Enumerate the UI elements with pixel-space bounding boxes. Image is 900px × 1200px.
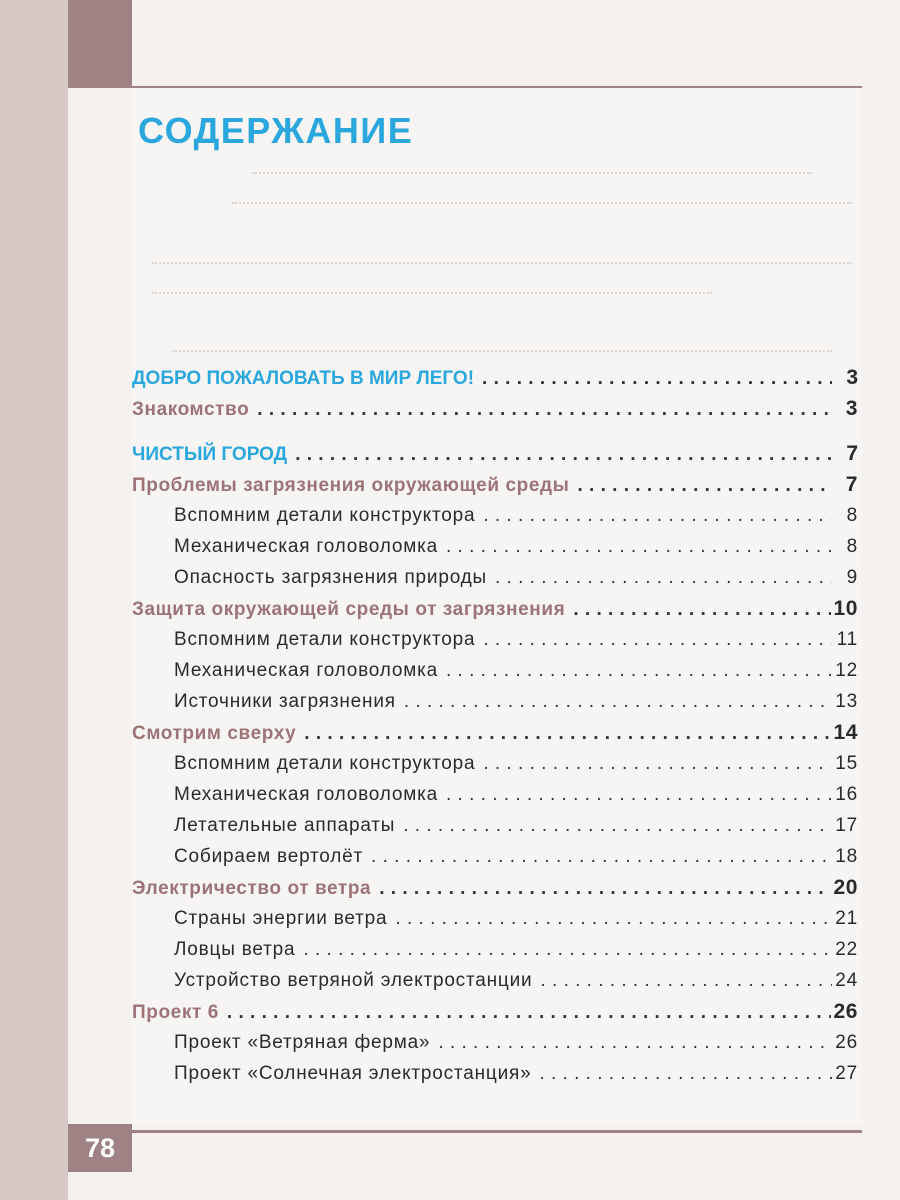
toc-leader-dots [482, 363, 832, 394]
toc-entry-label: Ловцы ветра [174, 939, 296, 960]
toc-entry [132, 438, 858, 469]
toc-entry-page: 3 [845, 397, 858, 420]
toc-entry [132, 996, 858, 1027]
page-number-box [68, 1124, 132, 1172]
toc-leader-dots [483, 624, 832, 655]
toc-leader-dots [578, 470, 833, 501]
toc-entry [132, 1027, 858, 1058]
toc-entry-page: 11 [836, 629, 858, 650]
bottom-rule [132, 1130, 862, 1133]
toc-entry [132, 469, 858, 500]
toc-leader-dots [446, 531, 832, 562]
show-through-texture [152, 278, 712, 294]
toc-leader-dots [404, 686, 832, 717]
toc-entry-page: 20 [833, 876, 858, 899]
toc-leader-dots [495, 562, 832, 593]
toc-entry-label: Механическая головоломка [174, 536, 438, 557]
left-margin-band [0, 0, 68, 1200]
toc-entry-label: Опасность загрязнения природы [174, 567, 487, 588]
toc-leader-dots [539, 1058, 832, 1089]
toc-entry [132, 748, 858, 779]
toc-entry-page: 8 [846, 505, 858, 526]
toc-entry-label: Летательные аппараты [174, 815, 396, 836]
toc-leader-dots [403, 810, 832, 841]
toc-entry-page: 21 [835, 908, 858, 929]
toc-entry [132, 934, 858, 965]
toc-entry-label: Вспомним детали конструктора [174, 505, 476, 526]
toc-entry-page: 16 [835, 784, 858, 805]
toc-leader-dots [257, 394, 832, 425]
page-number: 78 [84, 1132, 116, 1163]
toc-entry-page: 13 [835, 691, 858, 712]
toc-entry [132, 593, 858, 624]
toc-entry-label: Страны энергии ветра [174, 908, 388, 929]
toc-leader-dots [446, 655, 832, 686]
toc-entry-label: Устройство ветряной электростанции [174, 970, 533, 991]
toc-leader-dots [483, 500, 832, 531]
toc-entry-page: 26 [835, 1032, 858, 1053]
toc-entry-label: Вспомним детали конструктора [174, 629, 476, 650]
toc-entry [132, 810, 858, 841]
toc-entry-page: 8 [846, 536, 858, 557]
toc-entry-page: 12 [835, 660, 858, 681]
toc-entry-page: 15 [835, 753, 858, 774]
toc-leader-dots [395, 903, 832, 934]
toc-entry-label: Электричество от ветра [132, 878, 372, 899]
toc-entry [132, 393, 858, 424]
toc-entry-label: ДОБРО ПОЖАЛОВАТЬ В МИР ЛЕГО! [132, 368, 475, 389]
top-corner-block [68, 0, 132, 88]
toc-leader-dots [304, 718, 831, 749]
toc-entry-label: Источники загрязнения [174, 691, 396, 712]
table-of-contents [132, 362, 858, 1089]
toc-entry-page: 9 [846, 567, 858, 588]
toc-entry [132, 362, 858, 393]
toc-entry-page: 18 [835, 846, 858, 867]
toc-entry-label: Проект 6 [132, 1002, 219, 1023]
toc-entry-label: Смотрим сверху [132, 723, 297, 744]
toc-entry [132, 624, 858, 655]
toc-leader-dots [295, 439, 832, 470]
toc-entry [132, 841, 858, 872]
toc-entry-label: ЧИСТЫЙ ГОРОД [132, 444, 288, 465]
toc-leader-dots [540, 965, 832, 996]
toc-entry-label: Вспомним детали конструктора [174, 753, 476, 774]
toc-entry-page: 17 [835, 815, 858, 836]
toc-entry-page: 24 [835, 970, 858, 991]
toc-entry [132, 686, 858, 717]
toc-leader-dots [379, 873, 831, 904]
toc-entry [132, 717, 858, 748]
toc-entry-page: 27 [835, 1063, 858, 1084]
toc-entry [132, 779, 858, 810]
toc-entry [132, 562, 858, 593]
toc-leader-dots [303, 934, 832, 965]
show-through-texture [152, 248, 852, 264]
toc-leader-dots [438, 1027, 832, 1058]
toc-entry [132, 655, 858, 686]
show-through-texture [252, 158, 812, 174]
toc-entry-label: Собираем вертолёт [174, 846, 364, 867]
page-content [132, 88, 862, 1124]
toc-entry [132, 1058, 858, 1089]
toc-leader-dots [227, 997, 832, 1028]
toc-entry-label: Защита окружающей среды от загрязнения [132, 599, 566, 620]
toc-entry-page: 7 [845, 473, 858, 496]
toc-entry [132, 500, 858, 531]
toc-entry-page: 22 [835, 939, 858, 960]
toc-entry-label: Знакомство [132, 399, 250, 420]
page-title: СОДЕРЖАНИЕ [138, 110, 414, 151]
toc-leader-dots [371, 841, 832, 872]
toc-entry-label: Проект «Ветряная ферма» [174, 1032, 431, 1053]
toc-entry-page: 7 [846, 442, 858, 465]
toc-entry [132, 903, 858, 934]
toc-entry [132, 872, 858, 903]
toc-entry-label: Проблемы загрязнения окружающей среды [132, 475, 570, 496]
toc-entry-label: Проект «Солнечная электростанция» [174, 1063, 532, 1084]
toc-leader-dots [573, 594, 831, 625]
toc-entry-page: 10 [833, 597, 858, 620]
toc-entry-label: Механическая головоломка [174, 660, 438, 681]
toc-entry-page: 3 [846, 366, 858, 389]
toc-leader-dots [446, 779, 832, 810]
show-through-texture [172, 336, 832, 352]
toc-entry [132, 531, 858, 562]
show-through-texture [232, 188, 852, 204]
toc-entry-label: Механическая головоломка [174, 784, 438, 805]
toc-entry-page: 26 [833, 1000, 858, 1023]
toc-entry-page: 14 [833, 721, 858, 744]
toc-leader-dots [483, 748, 832, 779]
toc-entry [132, 965, 858, 996]
